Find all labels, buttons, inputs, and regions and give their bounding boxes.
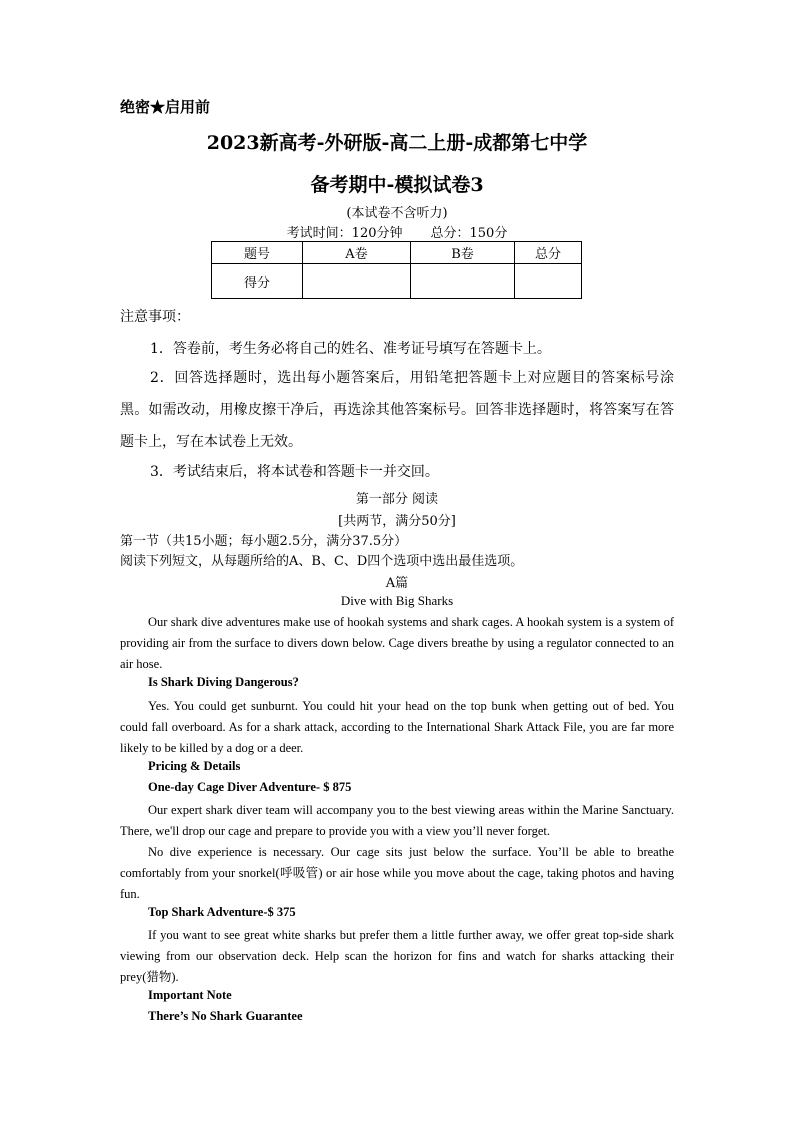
score-cell (411, 264, 515, 299)
score-row-label: 得分 (212, 264, 303, 299)
note-item: 1．答卷前，考生务必将自己的姓名、准考证号填写在答题卡上。 (150, 341, 551, 357)
passage-title: Dive with Big Sharks (340, 593, 454, 608)
passage-paragraph: No dive experience is necessary. Our cage sits just below the surface. You’ll be able to breathe comfortably from your snorkel(呼吸管) or air hose while you move about the cage, taking photos and having fun. (120, 845, 674, 901)
part-heading: 第一部分 阅读 (355, 492, 439, 507)
passage-subheading: There’s No Shark Guarantee (148, 1009, 303, 1023)
passage-paragraph: If you want to see great white sharks but prefer them a little further away, we offer great top-side shark viewing from our observation deck. Help scan the horizon for fins and watch for sharks attacking their prey(猎物). (120, 928, 674, 984)
note-item: 2．回答选择题时，选出每小题答案后，用铅笔把答题卡上对应题目的答案标号涂黑。如需改动，用橡皮擦干净后，再选涂其他答案标号。回答非选择题时，将答案写在答题卡上，写在本试卷上无效。 (120, 370, 674, 450)
score-table-header: A卷 (303, 242, 411, 264)
notes-heading: 注意事项： (120, 309, 190, 325)
passage-paragraph: Our shark dive adventures make use of hookah systems and shark cages. A hookah system is a system of providing air from the surface to divers down below. Cage divers breathe by using a regulator connected to an air hose. (120, 615, 674, 671)
score-table-header-row (212, 242, 582, 264)
section-instruction: 阅读下列短文，从每题所给的A、B、C、D四个选项中选出最佳选项。 (120, 554, 524, 569)
note-item: 3．考试结束后，将本试卷和答题卡一并交回。 (150, 464, 439, 480)
score-cell (303, 264, 411, 299)
passage-subheading: One-day Cage Diver Adventure- $ 875 (148, 780, 352, 794)
confidential-label: 绝密★启用前 (120, 98, 211, 116)
score-cell (515, 264, 582, 299)
score-table-header: 总分 (515, 242, 582, 264)
listening-note: (本试卷不含听力) (346, 206, 448, 221)
exam-total: 总分：150分 (430, 226, 508, 241)
part-score: [共两节，满分50分] (338, 514, 456, 529)
passage-paragraph: Yes. You could get sunburnt. You could hit your head on the top bunk when getting out of bed. You could fall overboard. As for a shark attack, according to the International Shark Attack File, you are far more likely to be killed by a dog or a deer. (120, 699, 674, 755)
passage-paragraph: Our expert shark diver team will accompany you to the best viewing areas within the Marine Sanctuary. There, we'll drop our cage and prepare to provide you with a view you’ll never forget. (120, 803, 674, 838)
section-heading: 第一节（共15小题；每小题2.5分，满分37.5分） (120, 534, 408, 549)
passage-label: A篇 (385, 576, 409, 591)
exam-subtitle: 备考期中-模拟试卷3 (310, 174, 484, 196)
score-table-header: 题号 (212, 242, 303, 264)
exam-info (0, 222, 794, 241)
passage-subheading: Important Note (148, 988, 232, 1002)
score-table (211, 241, 582, 299)
score-table-header: B卷 (411, 242, 515, 264)
passage-subheading: Top Shark Adventure-$ 375 (148, 905, 296, 919)
exam-time: 考试时间：120分钟 (286, 226, 403, 241)
exam-title: 2023新高考-外研版-高二上册-成都第七中学 (206, 132, 588, 154)
passage-subheading: Is Shark Diving Dangerous? (148, 675, 299, 689)
passage-subheading: Pricing & Details (148, 759, 241, 773)
score-table-row (212, 264, 582, 299)
